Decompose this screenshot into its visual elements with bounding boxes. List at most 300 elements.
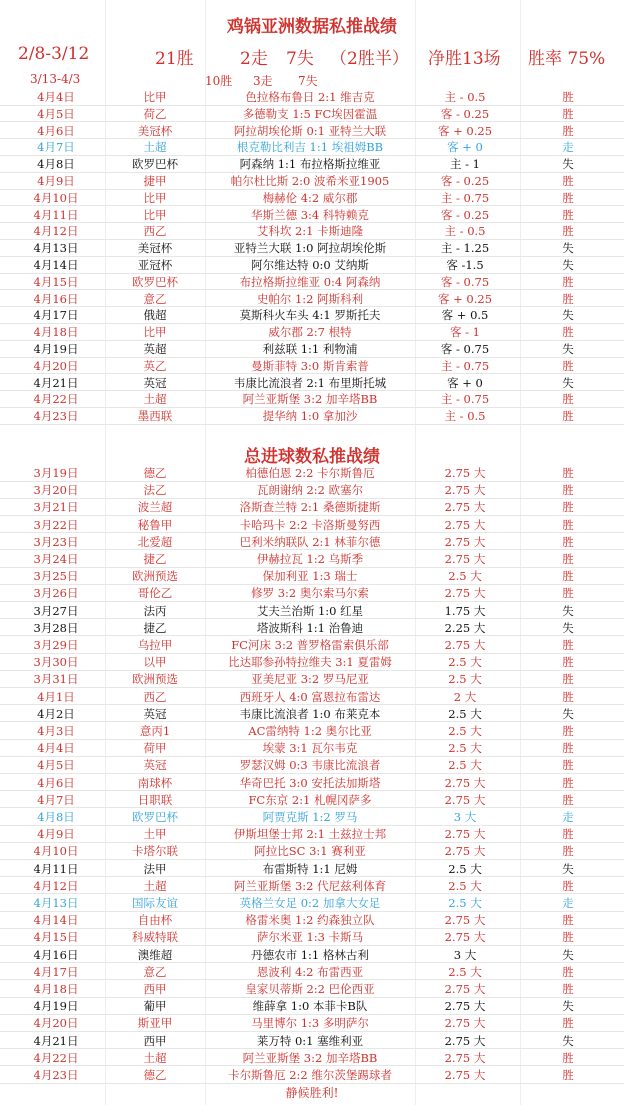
league-cell: 美冠杯 (137, 241, 173, 256)
line-cell: 客 - 0.75 (440, 342, 490, 356)
match-cell: 皇家贝蒂斯 2:2 巴伦西亚 (245, 982, 375, 996)
sub-losses: 7失 (298, 74, 318, 88)
league-cell: 欧罗巴杯 (132, 157, 178, 172)
date-cell: 4月19日 (33, 342, 79, 356)
match-cell: 提华纳 1:0 拿加沙 (262, 409, 358, 424)
line-cell: 客 + 0.5 (441, 308, 489, 323)
match-cell: 布拉格斯拉维亚 0:4 阿森纳 (239, 274, 381, 289)
result-cell: 胜 (562, 325, 574, 340)
result-cell: 胜 (562, 724, 574, 738)
result-cell: 胜 (562, 827, 574, 842)
result-cell: 失 (562, 999, 574, 1014)
league-cell: 哥伦乙 (137, 586, 173, 601)
result-cell: 走 (562, 140, 574, 155)
line-cell: 2.75 大 (444, 483, 486, 498)
match-cell: 比达耶参孙特拉维夫 3:1 夏雷姆 (228, 655, 392, 670)
date-cell: 4月15日 (33, 274, 79, 289)
line-cell: 客 + 0 (447, 375, 483, 390)
date-cell: 3月28日 (33, 620, 79, 635)
table-row (0, 139, 624, 156)
table-row (0, 156, 624, 173)
table-row (0, 843, 624, 860)
match-cell: 保加利亚 1:3 瑞士 (262, 569, 358, 584)
date-cell: 4月23日 (33, 409, 79, 424)
date-cell: 3月23日 (33, 534, 79, 549)
date-cell: 3月26日 (33, 586, 79, 601)
league-cell: 法丙 (143, 603, 167, 618)
match-cell: 艾科坎 2:1 卡斯迪隆 (256, 224, 364, 239)
summary-rate: 胜率 75% (528, 49, 606, 69)
date-cell: 4月2日 (37, 706, 75, 721)
table-row (0, 792, 624, 809)
date-cell: 4月8日 (37, 810, 75, 824)
line-cell: 2.5 大 (448, 861, 482, 876)
match-cell: 阿兰亚斯堡 3:2 代尼兹利体育 (233, 878, 387, 893)
league-cell: 斯亚甲 (137, 1016, 173, 1031)
league-cell: 英乙 (143, 358, 167, 373)
date-cell: 4月11日 (33, 861, 79, 876)
match-cell: 阿拉胡埃伦斯 0:1 亚特兰大联 (233, 123, 387, 138)
date-cell: 3月21日 (33, 500, 79, 515)
table-row (0, 947, 624, 964)
date-cell: 4月10日 (33, 844, 79, 859)
league-cell: 土甲 (143, 827, 167, 842)
result-cell: 失 (562, 258, 574, 272)
league-cell: 比甲 (143, 325, 167, 340)
table-row (0, 1015, 624, 1032)
result-cell: 胜 (562, 1016, 574, 1031)
line-cell: 3 大 (453, 810, 477, 824)
table-row (0, 358, 624, 375)
league-cell: 国际友谊 (132, 896, 178, 910)
table-row (0, 568, 624, 585)
league-cell: 秘鲁甲 (137, 517, 173, 532)
league-cell: 西乙 (143, 224, 167, 239)
league-cell: 意丙1 (139, 724, 171, 738)
table-row (0, 408, 624, 425)
table-row (0, 391, 624, 408)
table-row (0, 775, 624, 792)
league-cell: 土超 (143, 140, 167, 155)
result-cell: 胜 (562, 638, 574, 652)
summary-half: （2胜半） (330, 49, 409, 69)
date-cell: 4月4日 (37, 90, 75, 104)
match-cell: 西班牙人 4:0 富恩拉布雷达 (239, 689, 381, 704)
result-cell: 胜 (562, 358, 574, 373)
line-cell: 2.75 大 (444, 534, 486, 549)
result-cell: 胜 (562, 1068, 574, 1082)
summary-range: 2/8-3/12 (18, 44, 90, 64)
line-cell: 2.75 大 (444, 792, 486, 807)
date-cell: 4月11日 (33, 207, 79, 222)
league-cell: 南球杯 (137, 775, 173, 790)
date-cell: 4月12日 (33, 878, 79, 893)
line-cell: 1.75 大 (444, 603, 486, 618)
date-cell: 4月9日 (37, 827, 75, 842)
table-row (0, 654, 624, 671)
result-cell: 胜 (562, 500, 574, 515)
date-cell: 4月16日 (33, 291, 79, 306)
table-row (0, 173, 624, 190)
result-cell: 走 (562, 810, 574, 824)
line-cell: 2.75 大 (444, 517, 486, 532)
line-cell: 客 - 0.75 (440, 274, 490, 289)
table-row (0, 123, 624, 140)
date-cell: 4月10日 (33, 190, 79, 205)
date-cell: 4月22日 (33, 1050, 79, 1065)
table-row (0, 1067, 624, 1084)
result-cell: 胜 (562, 274, 574, 289)
league-cell: 欧洲预选 (132, 569, 178, 584)
match-cell: 史帕尔 1:2 阿斯科利 (256, 291, 364, 306)
match-cell: 阿贾克斯 1:2 罗马 (262, 810, 358, 824)
line-cell: 2.75 大 (444, 500, 486, 515)
league-cell: 土超 (143, 392, 167, 407)
result-cell: 失 (562, 241, 574, 256)
line-cell: 2.75 大 (444, 552, 486, 566)
sub-summary-row (0, 71, 624, 88)
date-cell: 4月16日 (33, 947, 79, 962)
summary-losses: 7失 (286, 49, 314, 69)
date-cell: 4月13日 (33, 896, 79, 910)
league-cell: 法甲 (143, 861, 167, 876)
result-cell: 胜 (562, 741, 574, 756)
result-cell: 胜 (562, 758, 574, 773)
league-cell: 法乙 (143, 483, 167, 498)
match-cell: 莱万特 0:1 塞维利亚 (256, 1033, 364, 1048)
table-row (0, 912, 624, 929)
match-cell: 丹德农市 1:1 格林古利 (251, 947, 369, 962)
date-cell: 4月7日 (37, 140, 75, 155)
match-cell: 塔波斯科 1:1 治鲁迪 (256, 620, 364, 635)
result-cell: 胜 (562, 552, 574, 566)
match-cell: 格雷米奥 1:2 约森独立队 (245, 913, 375, 928)
league-cell: 卡塔尔联 (132, 844, 178, 859)
line-cell: 3 大 (453, 947, 477, 962)
table-row (0, 534, 624, 551)
line-cell: 客 + 0 (447, 140, 483, 155)
table-row (0, 723, 624, 740)
line-cell: 2.75 大 (444, 1068, 486, 1082)
line-cell: 2.5 大 (448, 724, 482, 738)
match-cell: 伊斯坦堡士邦 2:1 土兹拉士邦 (233, 827, 387, 842)
table-row (0, 274, 624, 291)
league-cell: 比甲 (143, 207, 167, 222)
match-cell: 阿兰亚斯堡 3:2 加辛塔BB (242, 392, 378, 407)
line-cell: 2.75 大 (444, 638, 486, 652)
match-cell: 柏德伯恩 2:2 卡尔斯鲁厄 (245, 466, 375, 480)
table-row (0, 517, 624, 534)
match-cell: 威尔郡 2:7 根特 (268, 325, 352, 340)
league-cell: 比甲 (143, 90, 167, 104)
line-cell: 客 - 1 (449, 325, 480, 340)
league-cell: 亚冠杯 (137, 258, 173, 272)
result-cell: 胜 (562, 982, 574, 996)
league-cell: 俄超 (143, 308, 167, 323)
result-cell: 胜 (562, 190, 574, 205)
match-cell: 马里博尔 1:3 多明萨尔 (251, 1016, 369, 1031)
line-cell: 2.5 大 (448, 672, 482, 687)
sub-range: 3/13-4/3 (30, 72, 81, 86)
match-cell: 阿兰亚斯堡 3:2 加辛塔BB (242, 1050, 378, 1065)
match-cell: 韦康比流浪者 2:1 布里斯托城 (233, 375, 387, 390)
match-cell: 亚特兰大联 1:0 阿拉胡埃伦斯 (233, 241, 387, 256)
table-row (0, 929, 624, 946)
date-cell: 4月5日 (37, 106, 75, 121)
date-cell: 4月5日 (37, 758, 75, 773)
result-cell: 胜 (562, 930, 574, 945)
table-row (0, 257, 624, 274)
date-cell: 3月19日 (33, 466, 79, 480)
table-row (0, 620, 624, 637)
table-row (0, 1050, 624, 1067)
result-cell: 胜 (562, 409, 574, 424)
match-cell: 多德勒支 1:5 FC埃因霍温 (242, 106, 378, 121)
date-cell: 3月30日 (33, 655, 79, 670)
table-row (0, 324, 624, 341)
match-cell: 卡哈玛卡 2:2 卡洛斯曼努西 (239, 517, 381, 532)
table-row (0, 637, 624, 654)
date-cell: 4月20日 (33, 1016, 79, 1031)
date-cell: 3月29日 (33, 638, 79, 652)
date-cell: 4月17日 (33, 308, 79, 323)
result-cell: 胜 (562, 106, 574, 121)
date-cell: 4月1日 (37, 689, 75, 704)
table-row (0, 689, 624, 706)
match-cell: 瓦朗谢纳 2:2 欧塞尔 (256, 483, 364, 498)
table-row (0, 207, 624, 224)
line-cell: 主 - 1 (449, 157, 480, 172)
date-cell: 4月22日 (33, 392, 79, 407)
result-cell: 失 (562, 157, 574, 172)
line-cell: 2.75 大 (444, 982, 486, 996)
match-cell: FC东京 2:1 札幌冈萨多 (248, 792, 372, 807)
match-cell: 韦康比流浪者 1:0 布莱克本 (239, 706, 381, 721)
league-cell: 欧罗巴杯 (132, 810, 178, 824)
result-cell: 胜 (562, 775, 574, 790)
result-cell: 失 (562, 342, 574, 356)
summary-draws: 2走 (240, 49, 268, 69)
result-cell: 胜 (562, 392, 574, 407)
match-cell: 修罗 3:2 奥尔索马尔索 (251, 586, 369, 601)
result-cell: 胜 (562, 792, 574, 807)
table-row (0, 861, 624, 878)
date-cell: 4月19日 (33, 999, 79, 1014)
line-cell: 2.75 大 (444, 1033, 486, 1048)
line-cell: 2.75 大 (444, 827, 486, 842)
line-cell: 客 - 0.25 (440, 207, 490, 222)
line-cell: 客 -1.5 (446, 258, 484, 272)
table-row (0, 465, 624, 482)
date-cell: 4月3日 (37, 724, 75, 738)
line-cell: 2.5 大 (448, 896, 482, 910)
league-cell: 荷乙 (143, 106, 167, 121)
date-cell: 3月27日 (33, 603, 79, 618)
table-row (0, 89, 624, 106)
table-row (0, 1033, 624, 1050)
result-cell: 胜 (562, 291, 574, 306)
line-cell: 主 - 0.5 (444, 409, 486, 424)
league-cell: 土超 (143, 1050, 167, 1065)
table-row (0, 895, 624, 912)
result-cell: 胜 (562, 483, 574, 498)
match-cell: 维薛拿 1:0 本菲卡B队 (252, 999, 368, 1014)
line-cell: 2.75 大 (444, 775, 486, 790)
match-cell: 阿尔维达特 0:0 艾纳斯 (251, 258, 369, 272)
line-cell: 2.5 大 (448, 569, 482, 584)
match-cell: 阿拉比SC 3:1 赛利亚 (254, 844, 366, 859)
result-cell: 胜 (562, 844, 574, 859)
date-cell: 4月23日 (33, 1068, 79, 1082)
match-cell: 梅赫伦 4:2 威尔郡 (262, 190, 358, 205)
league-cell: 以甲 (143, 655, 167, 670)
date-cell: 4月21日 (33, 375, 79, 390)
league-cell: 捷甲 (143, 174, 167, 188)
match-cell: 萨尔米亚 1:3 卡斯马 (256, 930, 364, 945)
sub-draws: 3走 (253, 74, 273, 88)
match-cell: 根克勒比利吉 1:1 埃祖姆BB (236, 140, 384, 155)
table-row (0, 757, 624, 774)
league-cell: 比甲 (143, 190, 167, 205)
line-cell: 主 - 0.75 (440, 358, 490, 373)
match-cell: 亚美尼亚 3:2 罗马尼亚 (251, 672, 369, 687)
league-cell: 波兰超 (137, 500, 173, 515)
date-cell: 3月25日 (33, 569, 79, 584)
match-cell: 莫斯科火车头 4:1 罗斯托夫 (239, 308, 381, 323)
match-cell: 伊赫拉瓦 1:2 乌斯季 (256, 552, 364, 566)
asian-title: 鸡锅亚洲数据私推战绩 (227, 17, 397, 37)
line-cell: 主 - 0.5 (444, 224, 486, 239)
line-cell: 2.75 大 (444, 586, 486, 601)
line-cell: 主 - 0.75 (440, 392, 490, 407)
result-cell: 胜 (562, 689, 574, 704)
table-row (0, 551, 624, 568)
league-cell: 土超 (143, 878, 167, 893)
table-row (0, 964, 624, 981)
line-cell: 2.75 大 (444, 466, 486, 480)
result-cell: 失 (562, 947, 574, 962)
line-cell: 主 - 0.5 (444, 90, 486, 104)
date-cell: 4月12日 (33, 224, 79, 239)
league-cell: 德乙 (143, 1068, 167, 1082)
line-cell: 主 - 1.25 (440, 241, 490, 256)
match-cell: 华斯兰德 3:4 科特赖克 (251, 207, 369, 222)
table-row (0, 878, 624, 895)
match-cell: 埃蒙 3:1 瓦尔韦克 (262, 741, 358, 756)
league-cell: 科威特联 (132, 930, 178, 945)
match-cell: 曼斯菲特 3:0 斯肯索普 (251, 358, 369, 373)
result-cell: 走 (562, 896, 574, 910)
line-cell: 2.5 大 (448, 878, 482, 893)
table-row (0, 341, 624, 358)
date-cell: 3月24日 (33, 552, 79, 566)
line-cell: 2.75 大 (444, 1016, 486, 1031)
line-cell: 2.75 大 (444, 913, 486, 928)
league-cell: 欧洲预选 (132, 672, 178, 687)
match-cell: 英格兰女足 0:2 加拿大女足 (239, 896, 381, 910)
league-cell: 北爱超 (137, 534, 173, 549)
league-cell: 英冠 (143, 758, 167, 773)
result-cell: 胜 (562, 534, 574, 549)
match-cell: 艾夫兰治斯 1:0 红星 (256, 603, 364, 618)
summary-row (0, 42, 624, 70)
result-cell: 胜 (562, 672, 574, 687)
league-cell: 葡甲 (143, 999, 167, 1014)
result-cell: 胜 (562, 1050, 574, 1065)
date-cell: 4月18日 (33, 325, 79, 340)
date-cell: 4月4日 (37, 741, 75, 756)
league-cell: 西甲 (143, 1033, 167, 1048)
result-cell: 胜 (562, 123, 574, 138)
line-cell: 2.5 大 (448, 706, 482, 721)
table-row (0, 826, 624, 843)
table-row (0, 375, 624, 392)
date-cell: 4月6日 (37, 775, 75, 790)
result-cell: 胜 (562, 174, 574, 188)
date-cell: 3月31日 (33, 672, 79, 687)
league-cell: 自由杯 (137, 913, 173, 928)
match-cell: AC雷纳特 1:2 奥尔比亚 (248, 724, 372, 738)
match-cell: 洛斯查兰特 2:1 桑德斯捷斯 (239, 500, 381, 515)
result-cell: 失 (562, 861, 574, 876)
table-row (0, 106, 624, 123)
table-row (0, 981, 624, 998)
result-cell: 胜 (562, 517, 574, 532)
match-cell: 恩波利 4:2 布雷西亚 (256, 964, 364, 979)
date-cell: 4月17日 (33, 964, 79, 979)
match-cell: 罗瑟汉姆 0:3 韦康比流浪者 (239, 758, 381, 773)
result-cell: 胜 (562, 569, 574, 584)
line-cell: 2 大 (453, 689, 477, 704)
table-row (0, 809, 624, 826)
date-cell: 4月14日 (33, 258, 79, 272)
match-cell: 卡尔斯鲁厄 2:2 维尔茨堡踢球者 (228, 1068, 392, 1082)
date-cell: 4月6日 (37, 123, 75, 138)
league-cell: 美冠杯 (137, 123, 173, 138)
line-cell: 2.5 大 (448, 964, 482, 979)
table-row (0, 307, 624, 324)
result-cell: 胜 (562, 964, 574, 979)
date-cell: 3月20日 (33, 483, 79, 498)
result-cell: 失 (562, 603, 574, 618)
match-cell: 华奇巴托 3:0 安托法加斯塔 (239, 775, 381, 790)
league-cell: 墨西联 (137, 409, 173, 424)
league-cell: 西甲 (143, 982, 167, 996)
line-cell: 2.75 大 (444, 844, 486, 859)
league-cell: 捷乙 (143, 552, 167, 566)
line-cell: 2.5 大 (448, 655, 482, 670)
league-cell: 乌拉甲 (137, 638, 173, 652)
date-cell: 4月18日 (33, 982, 79, 996)
league-cell: 意乙 (143, 291, 167, 306)
result-cell: 胜 (562, 586, 574, 601)
match-cell: 阿森纳 1:1 布拉格斯拉维亚 (239, 157, 381, 172)
league-cell: 欧罗巴杯 (132, 274, 178, 289)
table-row (0, 291, 624, 308)
table-row (0, 998, 624, 1015)
match-cell: FC河床 3:2 普罗格雷索俱乐部 (231, 638, 389, 652)
date-cell: 4月9日 (37, 174, 75, 188)
table-row (0, 482, 624, 499)
result-cell: 失 (562, 308, 574, 323)
totals-title: 总进球数私推战绩 (244, 447, 380, 467)
line-cell: 客 - 0.25 (440, 106, 490, 121)
match-cell: 巴利米纳联队 2:1 林菲尔德 (239, 534, 381, 549)
league-cell: 英超 (143, 342, 167, 356)
date-cell: 4月15日 (33, 930, 79, 945)
league-cell: 捷乙 (143, 620, 167, 635)
line-cell: 客 + 0.25 (437, 291, 493, 306)
